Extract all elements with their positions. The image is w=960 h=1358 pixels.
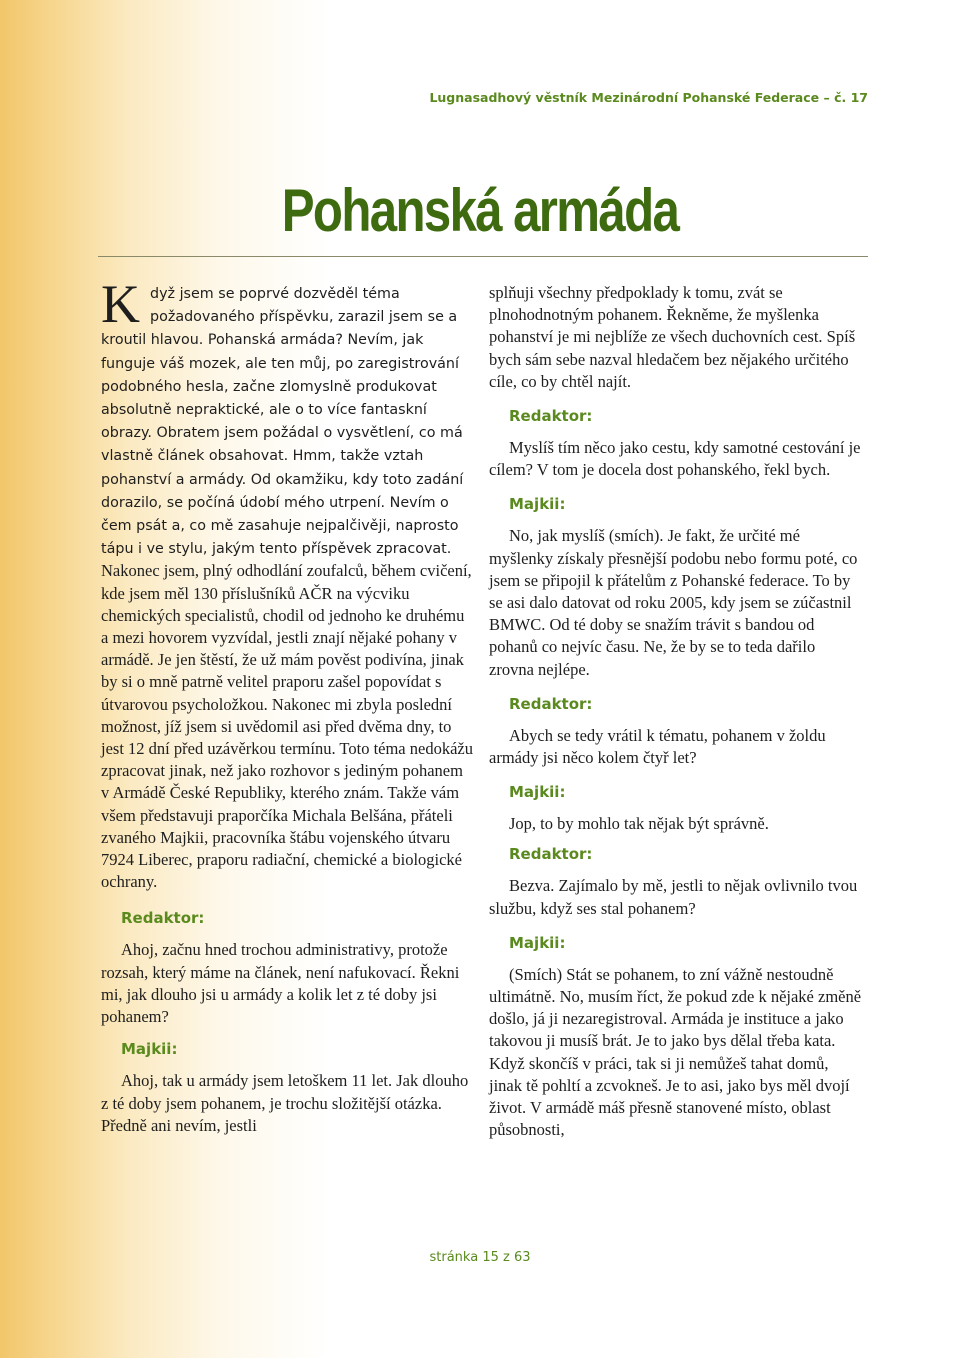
speaker-label: Redaktor: bbox=[121, 909, 205, 928]
question-text: Bezva. Zajímalo by mě, jestli to nějak ovlivnilo tvou službu, když ses stal pohanem? bbox=[489, 876, 858, 918]
page-title: Pohanská armáda bbox=[281, 177, 679, 244]
speaker-label: Majkii: bbox=[509, 495, 566, 514]
page-number: stránka 15 z 63 bbox=[429, 1250, 531, 1265]
answer-text: (Smích) Stát se pohanem, to zní vážně nestoudně ultimátně. No, musím říct, že pokud zde k nějaké změně došlo, já ji nezaregistroval. Armáda je instituce a jako takovou ji musíš brát. Je to jako bys dělal třeba kata. Když skončíš v práci, tak si ji nemůžeš tahat domů, jinak tě pohltí a zcvokneš. Je to asi, jako bys měl dvojí život. V armádě máš přesně stanovené místo, oblast působnosti, bbox=[489, 964, 862, 1140]
intro-text-b: Obratem jsem požádal o vysvětlení, co má vlastně článek obsahovat. bbox=[101, 425, 463, 465]
intro-text-f: Nakonec jsem, plný odhodlání zoufalců, během cvičení, kde jsem měl 130 příslušníků AČR na výcviku chemických specialistů, chodil od jednoho ke druhému a mezi hovorem vyzvídal, jestli znají nějaké pohany v armádě. Je jen štěstí, že už mám pověst podivína, jinak by si o mně patrně velitel praporu zašel popovídat s útvarovou psycholožkou. Nakonec mi zbyla poslední možnost, jíž jsem si uvědomil asi před dvěma dny, to jest 12 dní před uzávěrkou termínu. Toto téma nedokážu zpracovat jinak, než jako rozhovor s jediným pohanem v Armádě České Republiky, kterého znám. Takže vám všem představuji praporčíka Michala Belšána, přáteli zvaného Majkii, pracovníka štábu vojenského útvaru 7924 Liberec, praporu radiační, chemické a biologické ochrany. bbox=[101, 561, 473, 892]
question-text: Myslíš tím něco jako cestu, kdy samotné cestování je cílem? V tom je docela dost pohanského, řekl bych. bbox=[489, 438, 861, 480]
intro-paragraph bbox=[101, 274, 473, 893]
answer-text: Jop, to by mohlo tak nějak být správně. bbox=[509, 814, 769, 834]
speaker-label: Redaktor: bbox=[509, 407, 593, 426]
speaker-label: Majkii: bbox=[509, 783, 566, 802]
title-divider bbox=[98, 256, 868, 257]
question-text: Abych se tedy vrátil k tématu, pohanem v žoldu armády jsi něco kolem čtyř let? bbox=[489, 725, 826, 768]
intro-text-d: Od okamžiku, kdy toto zadání dorazilo, se počíná údobí mého utrpení. bbox=[101, 471, 464, 511]
question-text: Ahoj, začnu hned trochou administrativy, protože rozsah, který máme na článek, není nafukovací. Řekni mi, jak dlouho jsi u armády a kolik let z té doby jsi pohanem? bbox=[101, 940, 460, 1027]
intro-text-e: Nevím o čem psát a, co mě zasahuje nejpalčivěji, naprosto tápu i ve stylu, jakým tento příspěvek zpracovat. bbox=[101, 494, 459, 558]
speaker-label: Redaktor: bbox=[509, 694, 593, 713]
answer-text: No, jak myslíš (smích). Je fakt, že určité mé myšlenky získaly přesnější podobu nebo formu poté, co jsem se připojil k přátelům z Pohanské federace. To by se asi dalo datovat od roku 2005, kdy jsem se zúčastnil BMWC. Od té doby se snažím trávit s bandou od pohanů co nejvíc času. Ne, že by se to teda dařilo zrovna nejlépe. bbox=[489, 526, 858, 679]
speaker-label: Majkii: bbox=[509, 933, 566, 952]
speaker-label: Redaktor: bbox=[509, 845, 593, 864]
drop-cap: K bbox=[101, 274, 140, 334]
intro-text-c: Hmm, takže vztah pohanství a armády. bbox=[101, 448, 424, 488]
right-column bbox=[489, 282, 864, 1141]
speaker-label: Majkii: bbox=[121, 1040, 178, 1059]
intro-text-a: dyž jsem se poprvé dozvěděl téma požadovaného příspěvku, zarazil jsem se a kroutil hlavou. Pohanská armáda? Nevím, jak funguje váš mozek, ale ten můj, po zaregistrování podobného hesla, začne zlomyslně produkovat absolutně nepraktické, ale o to více fantaskní obrazy. bbox=[101, 286, 459, 442]
answer-text: Ahoj, tak u armády jsem letoškem 11 let. Jak dlouho z té doby jsem pohanem, je trochu složitější otázka. Předně ani nevím, jestli bbox=[101, 1071, 469, 1135]
left-column bbox=[101, 274, 473, 1137]
running-header: Lugnasadhový věstník Mezinárodní Pohanské Federace – č. 17 bbox=[429, 90, 868, 105]
answer-text: splňuji všechny předpoklady k tomu, zvát se plnohodnotným pohanem. Řekněme, že myšlenka pohanství je mi nejblíže ze všech duchovních cest. Spíš bych sám sebe nazval hledačem bez nějakého určitého cíle, co by chtěl najít. bbox=[489, 283, 856, 391]
